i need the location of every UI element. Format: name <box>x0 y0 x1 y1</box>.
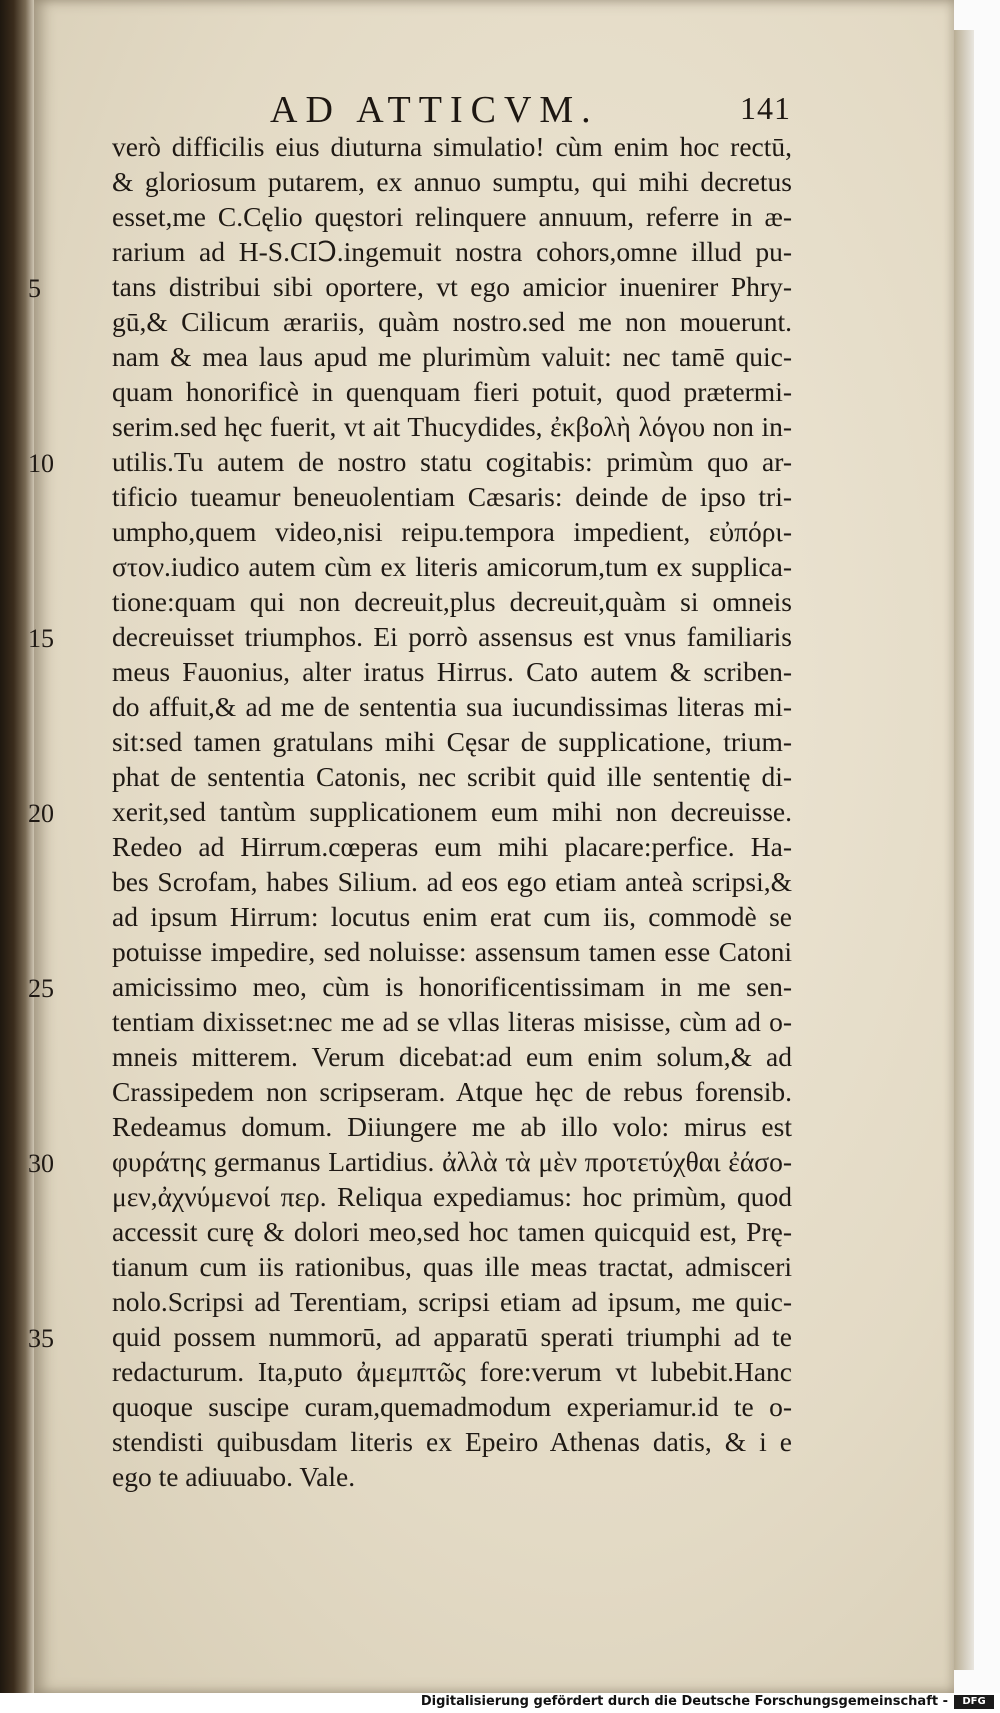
text-line: tione:quam qui non decreuit,plus decreuit,quàm si omneis <box>112 586 792 617</box>
text-line: redacturum. Ita,puto ἀμεμπτῶς fore:verum vt lubebit.Hanc <box>112 1356 792 1387</box>
dfg-logo: DFG <box>954 1695 994 1709</box>
margin-line-number: 10 <box>28 449 54 478</box>
text-line: mneis mitterem. Verum dicebat:ad eum enim solum,& ad <box>112 1041 792 1072</box>
page-edge <box>954 30 974 1670</box>
book-page <box>28 0 954 1693</box>
text-line: ego te adiuuabo. Vale. <box>112 1461 356 1492</box>
margin-line-number: 30 <box>28 1149 54 1178</box>
text-line: potuisse impedire, sed noluisse: assensum tamen esse Catoni <box>112 936 792 967</box>
text-line: do affuit,& ad me de sententia sua iucundissimas literas mi- <box>112 691 792 722</box>
text-line: sit:sed tamen gratulans mihi Cęsar de supplicatione, trium- <box>112 726 792 757</box>
page-number: 141 <box>740 90 791 126</box>
margin-line-number: 25 <box>28 974 54 1003</box>
text-line: tans distribui sibi oportere, vt ego amicior inuenirer Phry- <box>112 271 792 302</box>
text-line: quid possem nummorū, ad apparatū sperati triumphi ad te <box>112 1321 792 1352</box>
text-line: bes Scrofam, habes Silium. ad eos ego etiam anteà scripsi,& <box>112 866 792 897</box>
text-line: verò difficilis eius diuturna simulatio! cùm enim hoc rectū, <box>112 131 792 162</box>
margin-line-number: 5 <box>28 274 41 303</box>
text-line: quoque suscipe curam,quemadmodum experiamur.id te o- <box>112 1391 792 1422</box>
text-line: tificio tueamur beneuolentiam Cæsaris: deinde de ipso tri- <box>112 481 792 512</box>
footer-credit: Digitalisierung gefördert durch die Deutsche Forschungsgemeinschaft - <box>420 1694 948 1709</box>
running-head: AD ATTICVM. <box>270 89 599 131</box>
text-line: Redeo ad Hirrum.cœperas eum mihi placare:perfice. Ha- <box>112 831 792 862</box>
text-line: φυράτης germanus Lartidius. ἀλλὰ τὰ μὲν προτετύχθαι ἐάσο- <box>112 1146 792 1177</box>
text-line: umpho,quem video,nisi reipu.tempora impedient, εὐπόρι- <box>112 516 792 547</box>
margin-line-number: 20 <box>28 799 54 828</box>
text-line: gū,& Cilicum ærariis, quàm nostro.sed me non mouerunt. <box>112 306 792 337</box>
margin-line-number: 15 <box>28 624 54 653</box>
text-line: & gloriosum putarem, ex annuo sumptu, qui mihi decretus <box>112 166 792 197</box>
text-line: στον.iudico autem cùm ex literis amicorum,tum ex supplica- <box>112 551 792 582</box>
footer-bar <box>0 1693 1000 1713</box>
text-line: tentiam dixisset:nec me ad se vllas literas misisse, cùm ad o- <box>112 1006 792 1037</box>
text-line: Redeamus domum. Diiungere me ab illo volo: mirus est <box>112 1111 792 1142</box>
text-line: μεν,ἀχνύμενοί περ. Reliqua expediamus: hoc primùm, quod <box>112 1181 792 1212</box>
text-line: amicissimo meo, cùm is honorificentissimam in me sen- <box>112 971 792 1002</box>
text-line: rarium ad H-S.CIↃ.ingemuit nostra cohors,omne illud pu- <box>112 236 792 267</box>
text-line: serim.sed hęc fuerit, vt ait Thucydides, ἐκβολὴ λόγου non in- <box>112 411 792 442</box>
text-line: quam honorificè in quenquam fieri potuit, quod prætermi- <box>112 376 792 407</box>
margin-line-number: 35 <box>28 1324 54 1353</box>
text-line: nam & mea laus apud me plurimùm valuit: nec tamē quic- <box>112 341 792 372</box>
text-line: esset,me C.Cęlio quęstori relinquere annuum, referre in æ- <box>112 201 792 232</box>
text-line: stendisti quibusdam literis ex Epeiro Athenas datis, & i e <box>112 1426 792 1457</box>
text-line: decreuisset triumphos. Ei porrò assensus est vnus familiaris <box>112 621 792 652</box>
text-line: xerit,sed tantùm supplicationem eum mihi non decreuisse. <box>112 796 792 827</box>
text-line: utilis.Tu autem de nostro statu cogitabis: primùm quo ar- <box>112 446 792 477</box>
text-line: phat de sententia Catonis, nec scribit quid ille sententię di- <box>112 761 792 792</box>
text-line: ad ipsum Hirrum: locutus enim erat cum iis, commodè se <box>112 901 792 932</box>
text-line: meus Fauonius, alter iratus Hirrus. Cato autem & scriben- <box>112 656 792 687</box>
text-line: Crassipedem non scripseram. Atque hęc de rebus forensib. <box>112 1076 792 1107</box>
text-line: accessit curę & dolori meo,sed hoc tamen quicquid est, Prę- <box>112 1216 792 1247</box>
book-binding <box>0 0 34 1693</box>
text-line: tianum cum iis rationibus, quas ille meas tractat, admisceri <box>112 1251 792 1282</box>
text-line: nolo.Scripsi ad Terentiam, scripsi etiam ad ipsum, me quic- <box>112 1286 792 1317</box>
